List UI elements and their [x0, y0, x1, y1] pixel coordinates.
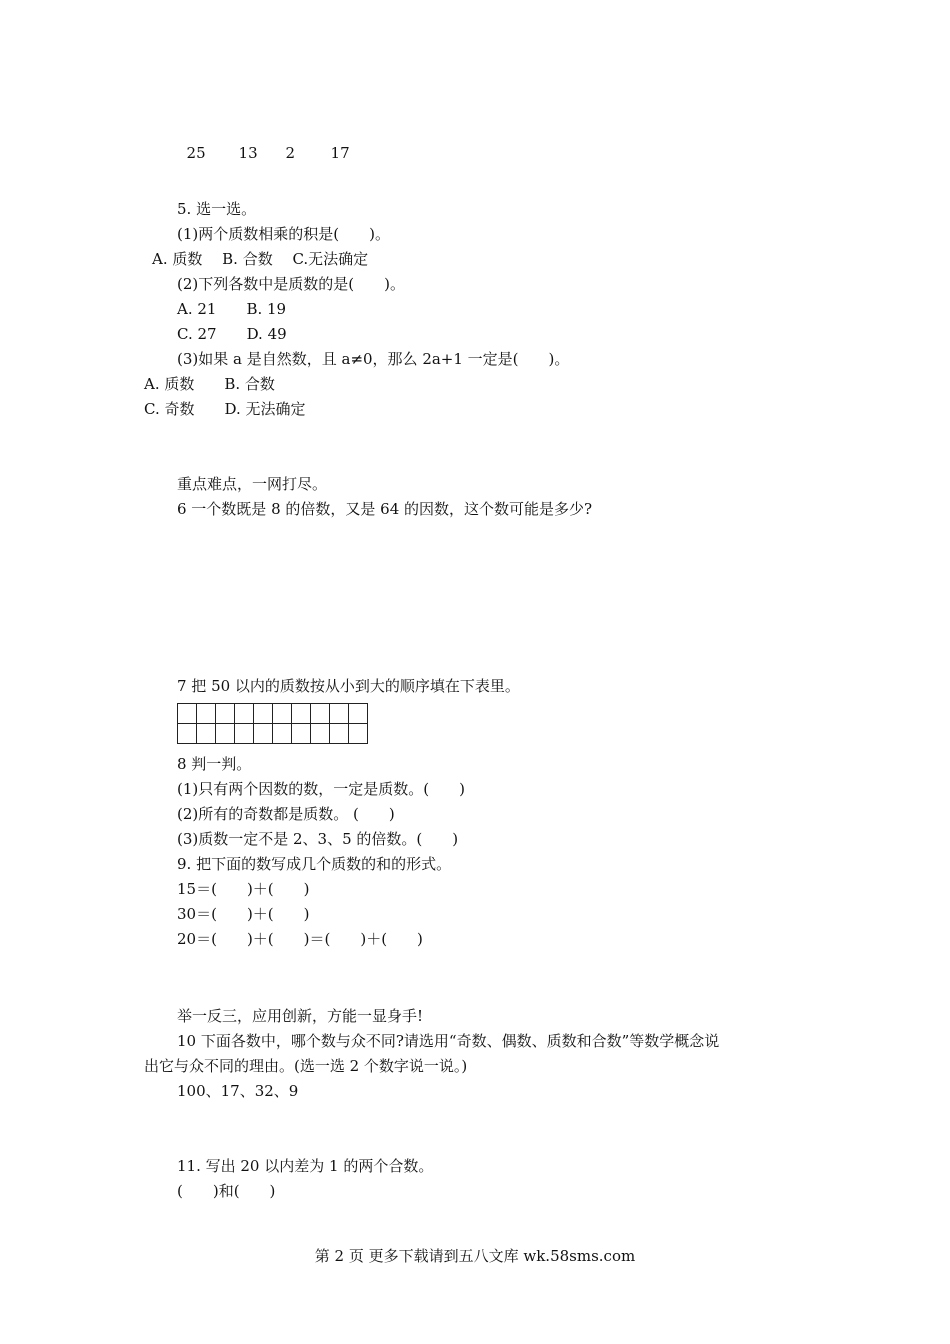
table-cell[interactable] [311, 724, 330, 744]
q11-title: 11. 写出 20 以内差为 1 的两个合数。 [177, 1157, 434, 1175]
table-cell[interactable] [311, 704, 330, 724]
table-cell[interactable] [197, 724, 216, 744]
table-cell[interactable] [254, 724, 273, 744]
q5-part3-options-row2: C. 奇数 D. 无法确定 [144, 400, 306, 418]
q8-statement-3: (3)质数一定不是 2、3、5 的倍数。( ) [177, 830, 459, 848]
q10-numbers: 100、17、32、9 [177, 1082, 299, 1100]
q9-equation-1: 15＝( )＋( ) [177, 880, 310, 898]
q9-equation-2: 30＝( )＋( ) [177, 905, 310, 923]
q7-text: 7 把 50 以内的质数按从小到大的顺序填在下表里。 [177, 677, 520, 695]
table-cell[interactable] [349, 704, 368, 724]
table-cell[interactable] [197, 704, 216, 724]
q5-part3-options-row1: A. 质数 B. 合数 [144, 375, 275, 393]
q9-equation-3: 20＝( )＋( )＝( )＋( ) [177, 930, 423, 948]
q5-part1-options: A. 质数 B. 合数 C.无法确定 [152, 250, 369, 268]
section-heading-application: 举一反三，应用创新，方能一显身手! [177, 1007, 424, 1025]
page-footer: 第 2 页 更多下载请到五八文库 wk.58sms.com [314, 1247, 636, 1265]
q5-title: 5. 选一选。 [177, 200, 257, 218]
q8-title: 8 判一判。 [177, 755, 252, 773]
table-cell[interactable] [330, 724, 349, 744]
q8-statement-1: (1)只有两个因数的数，一定是质数。( ) [177, 780, 465, 798]
q5-part2-options-row2: C. 27 D. 49 [177, 325, 287, 343]
numbers-row [177, 123, 350, 163]
table-cell[interactable] [349, 724, 368, 744]
table-cell[interactable] [330, 704, 349, 724]
number-item: 25 [186, 144, 206, 162]
q9-title: 9. 把下面的数写成几个质数的和的形式。 [177, 855, 452, 873]
q5-part2-question: (2)下列各数中是质数的是( )。 [177, 275, 405, 293]
table-cell[interactable] [216, 704, 235, 724]
q10-line-1: 10 下面各数中，哪个数与众不同?请选用“奇数、偶数、质数和合数”等数学概念说 [177, 1032, 720, 1050]
table-row [178, 704, 368, 724]
table-row [178, 724, 368, 744]
table-cell[interactable] [292, 704, 311, 724]
number-item: 13 [238, 144, 258, 162]
section-heading-key-points: 重点难点，一网打尽。 [177, 475, 328, 493]
q10-line-2: 出它与众不同的理由。(选一选 2 个数字说一说。) [144, 1057, 468, 1075]
table-cell[interactable] [235, 704, 254, 724]
table-cell[interactable] [254, 704, 273, 724]
table-cell[interactable] [178, 704, 197, 724]
table-cell[interactable] [292, 724, 311, 744]
table-cell[interactable] [273, 724, 292, 744]
table-cell[interactable] [273, 704, 292, 724]
q11-answer-blanks: ( )和( ) [177, 1182, 276, 1200]
q6-text: 6 一个数既是 8 的倍数，又是 64 的因数，这个数可能是多少? [177, 500, 593, 518]
q5-part1-question: (1)两个质数相乘的积是( )。 [177, 225, 390, 243]
q5-part2-options-row1: A. 21 B. 19 [177, 300, 287, 318]
table-cell[interactable] [216, 724, 235, 744]
number-item: 2 [285, 144, 296, 162]
q5-part3-question: (3)如果 a 是自然数，且 a≠0，那么 2a+1 一定是( )。 [177, 350, 570, 368]
prime-fill-table [177, 703, 368, 744]
q8-statement-2: (2)所有的奇数都是质数。 ( ) [177, 805, 395, 823]
table-cell[interactable] [235, 724, 254, 744]
table-cell[interactable] [178, 724, 197, 744]
number-item: 17 [330, 144, 350, 162]
